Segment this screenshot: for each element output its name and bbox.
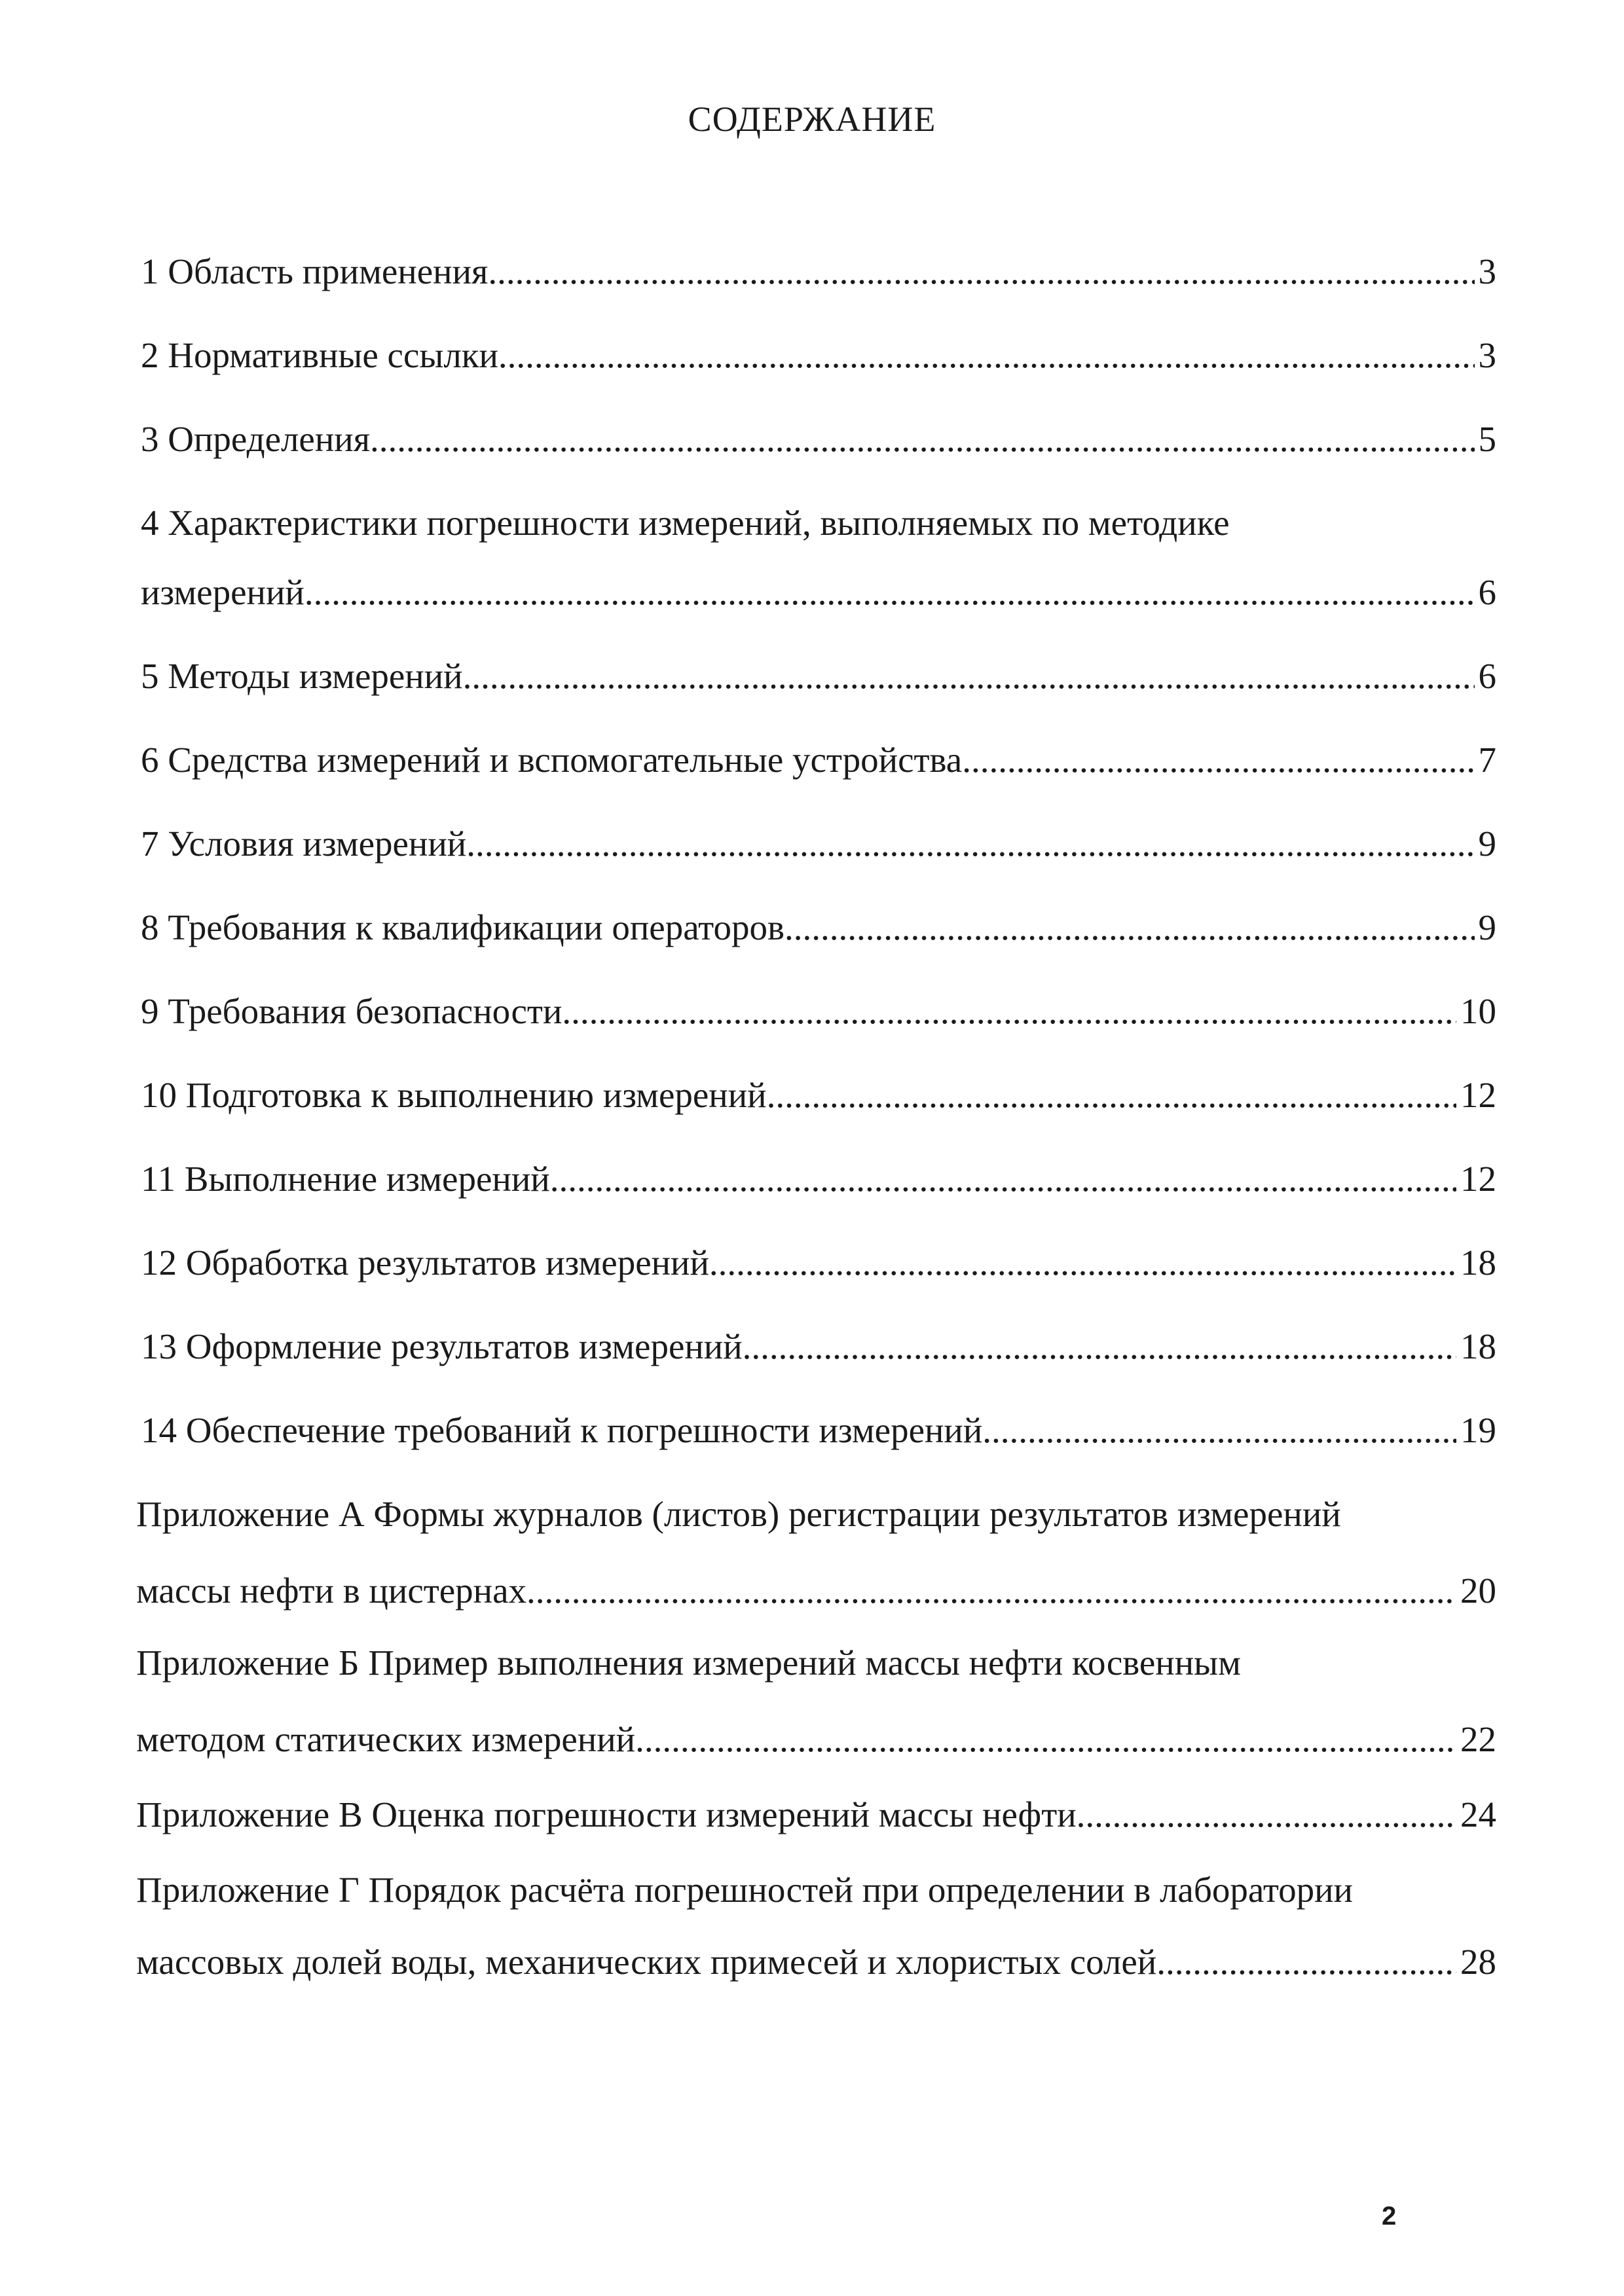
toc-entry[interactable] (141, 905, 1496, 951)
toc-entry-page: 5 (1478, 419, 1496, 459)
toc-leader-dots (498, 333, 1475, 378)
toc-entry-title: 2 Нормативные ссылки (141, 335, 498, 375)
toc-entry[interactable] (141, 989, 1496, 1034)
toc-entry[interactable] (141, 821, 1496, 867)
toc-entry-page: 7 (1478, 740, 1496, 780)
toc-entry-title: 5 Методы измерений (141, 656, 463, 696)
toc-leader-dots (1077, 1792, 1456, 1838)
toc-entry-title: 10 Подготовка к выполнению измерений (141, 1075, 767, 1115)
toc-leader-dots (526, 1568, 1456, 1614)
toc-entry-page: 3 (1478, 335, 1496, 375)
toc-entry-page: 6 (1478, 572, 1496, 612)
toc-leader-dots (635, 1717, 1456, 1762)
toc-entry-title: 1 Область применения (141, 251, 489, 291)
toc-entry-first-line[interactable]: 4 Характеристики погрешности измерений, выполняемых по методике (141, 503, 1230, 543)
toc-entry[interactable] (141, 1324, 1496, 1370)
toc-entry-page: 6 (1478, 656, 1496, 696)
toc-entry[interactable] (136, 1939, 1496, 1985)
toc-entry-title: методом статических измерений (136, 1719, 636, 1759)
toc-entry-title: Приложение В Оценка погрешности измерений массы нефти (136, 1795, 1077, 1834)
toc-leader-dots (550, 1156, 1456, 1202)
toc-entry-page: 12 (1460, 1075, 1496, 1115)
toc-entry-page: 28 (1460, 1942, 1496, 1982)
toc-entry[interactable] (141, 249, 1496, 295)
toc-entry[interactable] (136, 1717, 1496, 1762)
toc-entry-title: массовых долей воды, механических примесей и хлористых солей (136, 1942, 1157, 1982)
toc-entry-title: 6 Средства измерений и вспомогательные устройства (141, 740, 963, 780)
toc-leader-dots (962, 737, 1474, 783)
toc-leader-dots (1156, 1939, 1456, 1985)
toc-entry[interactable] (141, 333, 1496, 378)
toc-leader-dots (784, 905, 1475, 951)
toc-entry-page: 18 (1460, 1243, 1496, 1283)
toc-entry-page: 19 (1460, 1410, 1496, 1450)
toc-entry-page: 3 (1478, 251, 1496, 291)
toc-entry-page: 9 (1478, 907, 1496, 947)
toc-entry-title: 8 Требования к квалификации операторов (141, 907, 784, 947)
toc-leader-dots (370, 416, 1474, 462)
toc-entry-title: 3 Определения (141, 419, 371, 459)
toc-entry[interactable] (141, 1408, 1496, 1453)
toc-entry-first-line[interactable]: Приложение А Формы журналов (листов) регистрации результатов измерений (136, 1494, 1341, 1534)
toc-leader-dots (488, 249, 1474, 295)
toc-leader-dots (466, 821, 1474, 867)
toc-entry-title: 13 Оформление результатов измерений (141, 1326, 743, 1366)
toc-entry-page: 10 (1460, 991, 1496, 1031)
toc-entry-title: измерений (141, 572, 304, 612)
toc-leader-dots (304, 570, 1475, 615)
toc-entry-page: 9 (1478, 824, 1496, 864)
toc-entry-title: массы нефти в цистернах (136, 1571, 527, 1611)
toc-entry[interactable] (141, 1240, 1496, 1286)
toc-entry-first-line[interactable]: Приложение Г Порядок расчёта погрешностей при определении в лаборатории (136, 1870, 1353, 1910)
toc-entry-page: 12 (1460, 1159, 1496, 1199)
toc-entry-first-line[interactable]: Приложение Б Пример выполнения измерений массы нефти косвенным (136, 1643, 1241, 1683)
toc-leader-dots (709, 1240, 1456, 1286)
toc-entry-title: 11 Выполнение измерений (141, 1159, 550, 1199)
page-number: 2 (1382, 2202, 1397, 2231)
toc-entry[interactable] (141, 1072, 1496, 1118)
toc-leader-dots (562, 989, 1456, 1034)
toc-leader-dots (982, 1408, 1456, 1453)
toc-entry-title: 9 Требования безопасности (141, 991, 563, 1031)
toc-entry[interactable] (141, 737, 1496, 783)
toc-entry[interactable] (141, 653, 1496, 699)
toc-entry-title: 7 Условия измерений (141, 824, 467, 864)
toc-entry[interactable] (141, 1156, 1496, 1202)
toc-leader-dots (463, 653, 1475, 699)
toc-entry[interactable] (141, 570, 1496, 615)
toc-entry[interactable] (141, 416, 1496, 462)
toc-entry-page: 24 (1460, 1795, 1496, 1834)
toc-entry-page: 22 (1460, 1719, 1496, 1759)
toc-entry[interactable] (136, 1792, 1496, 1838)
toc-leader-dots (767, 1072, 1456, 1118)
toc-entry[interactable] (136, 1568, 1496, 1614)
page-title: СОДЕРЖАНИЕ (688, 100, 936, 139)
toc-entry-page: 20 (1460, 1571, 1496, 1611)
toc-leader-dots (743, 1324, 1456, 1370)
toc-entry-title: 12 Обработка результатов измерений (141, 1243, 709, 1283)
toc-entry-title: 14 Обеспечение требований к погрешности измерений (141, 1410, 983, 1450)
toc-entry-page: 18 (1460, 1326, 1496, 1366)
